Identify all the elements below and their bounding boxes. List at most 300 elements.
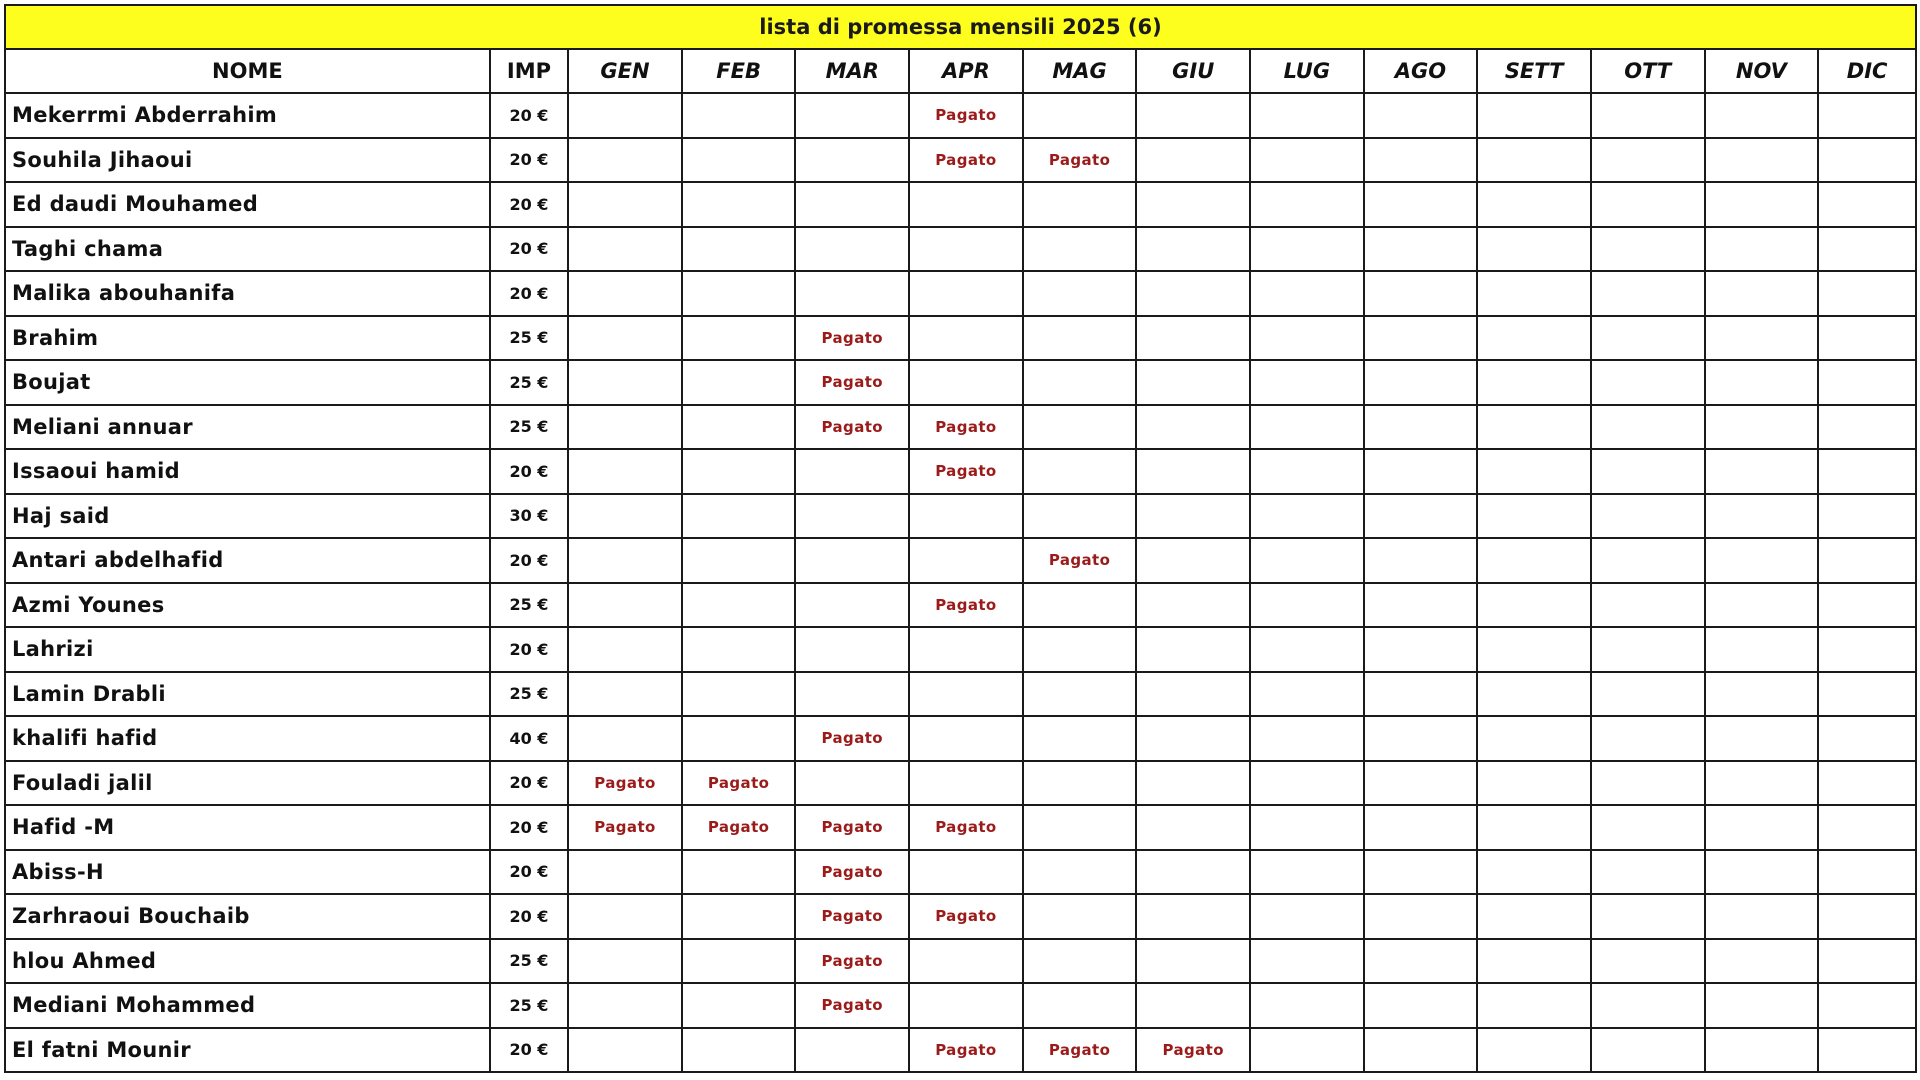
empty-month-cell[interactable]	[1364, 716, 1478, 761]
amount-cell[interactable]: 25 €	[490, 316, 568, 361]
empty-month-cell[interactable]	[1250, 449, 1364, 494]
empty-month-cell[interactable]	[1591, 360, 1705, 405]
empty-month-cell[interactable]	[1250, 894, 1364, 939]
name-cell[interactable]: Mediani Mohammed	[5, 983, 490, 1028]
amount-cell[interactable]: 20 €	[490, 182, 568, 227]
empty-month-cell[interactable]	[1818, 1028, 1916, 1073]
empty-month-cell[interactable]	[1591, 1028, 1705, 1073]
empty-month-cell[interactable]	[1023, 983, 1137, 1028]
column-header-amount[interactable]: IMP	[490, 49, 568, 93]
empty-month-cell[interactable]	[568, 494, 682, 539]
empty-month-cell[interactable]	[1818, 627, 1916, 672]
name-cell[interactable]: Azmi Younes	[5, 583, 490, 628]
empty-month-cell[interactable]	[1705, 627, 1819, 672]
amount-cell[interactable]: 25 €	[490, 672, 568, 717]
empty-month-cell[interactable]	[1591, 182, 1705, 227]
empty-month-cell[interactable]	[1364, 983, 1478, 1028]
paid-status-cell[interactable]: Pagato	[1023, 538, 1137, 583]
name-cell[interactable]: Mekerrmi Abderrahim	[5, 93, 490, 138]
empty-month-cell[interactable]	[1705, 316, 1819, 361]
paid-status-cell[interactable]: Pagato	[909, 583, 1023, 628]
amount-cell[interactable]: 25 €	[490, 983, 568, 1028]
empty-month-cell[interactable]	[1023, 494, 1137, 539]
empty-month-cell[interactable]	[1250, 360, 1364, 405]
amount-cell[interactable]: 25 €	[490, 939, 568, 984]
empty-month-cell[interactable]	[1477, 939, 1591, 984]
empty-month-cell[interactable]	[568, 271, 682, 316]
paid-status-cell[interactable]: Pagato	[795, 805, 909, 850]
paid-status-cell[interactable]: Pagato	[795, 894, 909, 939]
empty-month-cell[interactable]	[1023, 271, 1137, 316]
empty-month-cell[interactable]	[1023, 672, 1137, 717]
empty-month-cell[interactable]	[795, 583, 909, 628]
empty-month-cell[interactable]	[1023, 939, 1137, 984]
empty-month-cell[interactable]	[1705, 138, 1819, 183]
empty-month-cell[interactable]	[568, 850, 682, 895]
empty-month-cell[interactable]	[568, 1028, 682, 1073]
empty-month-cell[interactable]	[682, 983, 796, 1028]
empty-month-cell[interactable]	[1250, 716, 1364, 761]
empty-month-cell[interactable]	[682, 360, 796, 405]
empty-month-cell[interactable]	[1818, 227, 1916, 272]
empty-month-cell[interactable]	[795, 494, 909, 539]
empty-month-cell[interactable]	[1250, 583, 1364, 628]
paid-status-cell[interactable]: Pagato	[1023, 1028, 1137, 1073]
empty-month-cell[interactable]	[1023, 894, 1137, 939]
empty-month-cell[interactable]	[1477, 761, 1591, 806]
empty-month-cell[interactable]	[682, 583, 796, 628]
column-header-month[interactable]: NOV	[1705, 49, 1819, 93]
empty-month-cell[interactable]	[1136, 716, 1250, 761]
empty-month-cell[interactable]	[1705, 805, 1819, 850]
empty-month-cell[interactable]	[1818, 538, 1916, 583]
empty-month-cell[interactable]	[1705, 360, 1819, 405]
empty-month-cell[interactable]	[568, 360, 682, 405]
paid-status-cell[interactable]: Pagato	[795, 850, 909, 895]
empty-month-cell[interactable]	[1250, 138, 1364, 183]
empty-month-cell[interactable]	[1136, 449, 1250, 494]
empty-month-cell[interactable]	[1136, 538, 1250, 583]
empty-month-cell[interactable]	[1364, 138, 1478, 183]
paid-status-cell[interactable]: Pagato	[909, 138, 1023, 183]
empty-month-cell[interactable]	[1023, 360, 1137, 405]
empty-month-cell[interactable]	[1818, 316, 1916, 361]
column-header-month[interactable]: MAG	[1023, 49, 1137, 93]
empty-month-cell[interactable]	[1250, 494, 1364, 539]
amount-cell[interactable]: 20 €	[490, 761, 568, 806]
empty-month-cell[interactable]	[1023, 761, 1137, 806]
empty-month-cell[interactable]	[1477, 138, 1591, 183]
empty-month-cell[interactable]	[568, 227, 682, 272]
empty-month-cell[interactable]	[682, 672, 796, 717]
empty-month-cell[interactable]	[795, 672, 909, 717]
empty-month-cell[interactable]	[1477, 583, 1591, 628]
empty-month-cell[interactable]	[1477, 627, 1591, 672]
empty-month-cell[interactable]	[1818, 983, 1916, 1028]
empty-month-cell[interactable]	[682, 449, 796, 494]
empty-month-cell[interactable]	[1250, 405, 1364, 450]
empty-month-cell[interactable]	[1591, 138, 1705, 183]
empty-month-cell[interactable]	[1477, 672, 1591, 717]
empty-month-cell[interactable]	[909, 360, 1023, 405]
empty-month-cell[interactable]	[795, 271, 909, 316]
empty-month-cell[interactable]	[682, 93, 796, 138]
empty-month-cell[interactable]	[1705, 672, 1819, 717]
empty-month-cell[interactable]	[682, 227, 796, 272]
amount-cell[interactable]: 40 €	[490, 716, 568, 761]
empty-month-cell[interactable]	[1705, 538, 1819, 583]
empty-month-cell[interactable]	[1364, 405, 1478, 450]
empty-month-cell[interactable]	[1705, 939, 1819, 984]
empty-month-cell[interactable]	[1364, 271, 1478, 316]
empty-month-cell[interactable]	[1477, 983, 1591, 1028]
empty-month-cell[interactable]	[1136, 939, 1250, 984]
empty-month-cell[interactable]	[1591, 850, 1705, 895]
column-header-month[interactable]: DIC	[1818, 49, 1916, 93]
empty-month-cell[interactable]	[1136, 138, 1250, 183]
empty-month-cell[interactable]	[682, 271, 796, 316]
empty-month-cell[interactable]	[1250, 939, 1364, 984]
empty-month-cell[interactable]	[1023, 583, 1137, 628]
empty-month-cell[interactable]	[682, 138, 796, 183]
empty-month-cell[interactable]	[1591, 939, 1705, 984]
empty-month-cell[interactable]	[1591, 716, 1705, 761]
empty-month-cell[interactable]	[1591, 672, 1705, 717]
empty-month-cell[interactable]	[1705, 761, 1819, 806]
amount-cell[interactable]: 20 €	[490, 850, 568, 895]
empty-month-cell[interactable]	[1818, 405, 1916, 450]
empty-month-cell[interactable]	[682, 894, 796, 939]
empty-month-cell[interactable]	[795, 538, 909, 583]
empty-month-cell[interactable]	[1250, 983, 1364, 1028]
name-cell[interactable]: hlou Ahmed	[5, 939, 490, 984]
empty-month-cell[interactable]	[1136, 983, 1250, 1028]
empty-month-cell[interactable]	[1705, 894, 1819, 939]
empty-month-cell[interactable]	[682, 182, 796, 227]
paid-status-cell[interactable]: Pagato	[909, 805, 1023, 850]
name-cell[interactable]: Meliani annuar	[5, 405, 490, 450]
empty-month-cell[interactable]	[568, 93, 682, 138]
sheet-title[interactable]: lista di promessa mensili 2025 (6)	[5, 5, 1916, 49]
empty-month-cell[interactable]	[1477, 360, 1591, 405]
empty-month-cell[interactable]	[1477, 805, 1591, 850]
empty-month-cell[interactable]	[1818, 939, 1916, 984]
empty-month-cell[interactable]	[1250, 627, 1364, 672]
name-cell[interactable]: Antari abdelhafid	[5, 538, 490, 583]
column-header-month[interactable]: AGO	[1364, 49, 1478, 93]
empty-month-cell[interactable]	[1705, 494, 1819, 539]
empty-month-cell[interactable]	[1818, 271, 1916, 316]
column-header-name[interactable]: NOME	[5, 49, 490, 93]
amount-cell[interactable]: 25 €	[490, 405, 568, 450]
empty-month-cell[interactable]	[1250, 93, 1364, 138]
empty-month-cell[interactable]	[1136, 894, 1250, 939]
amount-cell[interactable]: 20 €	[490, 538, 568, 583]
empty-month-cell[interactable]	[1023, 850, 1137, 895]
empty-month-cell[interactable]	[795, 138, 909, 183]
empty-month-cell[interactable]	[1023, 182, 1137, 227]
empty-month-cell[interactable]	[1477, 494, 1591, 539]
empty-month-cell[interactable]	[1477, 93, 1591, 138]
empty-month-cell[interactable]	[1818, 93, 1916, 138]
empty-month-cell[interactable]	[1250, 271, 1364, 316]
empty-month-cell[interactable]	[795, 1028, 909, 1073]
empty-month-cell[interactable]	[1477, 182, 1591, 227]
empty-month-cell[interactable]	[1364, 627, 1478, 672]
empty-month-cell[interactable]	[1705, 271, 1819, 316]
empty-month-cell[interactable]	[909, 850, 1023, 895]
empty-month-cell[interactable]	[1818, 360, 1916, 405]
empty-month-cell[interactable]	[1591, 271, 1705, 316]
paid-status-cell[interactable]: Pagato	[909, 405, 1023, 450]
empty-month-cell[interactable]	[1477, 227, 1591, 272]
empty-month-cell[interactable]	[1023, 449, 1137, 494]
empty-month-cell[interactable]	[1591, 227, 1705, 272]
empty-month-cell[interactable]	[568, 939, 682, 984]
paid-status-cell[interactable]: Pagato	[795, 405, 909, 450]
amount-cell[interactable]: 20 €	[490, 627, 568, 672]
empty-month-cell[interactable]	[682, 538, 796, 583]
empty-month-cell[interactable]	[1477, 405, 1591, 450]
empty-month-cell[interactable]	[795, 761, 909, 806]
empty-month-cell[interactable]	[1705, 182, 1819, 227]
empty-month-cell[interactable]	[568, 983, 682, 1028]
empty-month-cell[interactable]	[795, 449, 909, 494]
empty-month-cell[interactable]	[1818, 850, 1916, 895]
paid-status-cell[interactable]: Pagato	[682, 761, 796, 806]
empty-month-cell[interactable]	[1023, 316, 1137, 361]
name-cell[interactable]: Ed daudi Mouhamed	[5, 182, 490, 227]
empty-month-cell[interactable]	[1705, 850, 1819, 895]
empty-month-cell[interactable]	[682, 494, 796, 539]
empty-month-cell[interactable]	[568, 138, 682, 183]
empty-month-cell[interactable]	[909, 538, 1023, 583]
empty-month-cell[interactable]	[1023, 716, 1137, 761]
name-cell[interactable]: Taghi chama	[5, 227, 490, 272]
name-cell[interactable]: Fouladi jalil	[5, 761, 490, 806]
empty-month-cell[interactable]	[1136, 316, 1250, 361]
empty-month-cell[interactable]	[1818, 672, 1916, 717]
column-header-month[interactable]: GIU	[1136, 49, 1250, 93]
empty-month-cell[interactable]	[1250, 850, 1364, 895]
name-cell[interactable]: Hafid -M	[5, 805, 490, 850]
empty-month-cell[interactable]	[1705, 93, 1819, 138]
empty-month-cell[interactable]	[1591, 894, 1705, 939]
empty-month-cell[interactable]	[1023, 627, 1137, 672]
name-cell[interactable]: khalifi hafid	[5, 716, 490, 761]
empty-month-cell[interactable]	[1818, 583, 1916, 628]
column-header-month[interactable]: APR	[909, 49, 1023, 93]
empty-month-cell[interactable]	[1591, 494, 1705, 539]
empty-month-cell[interactable]	[1818, 761, 1916, 806]
empty-month-cell[interactable]	[1136, 494, 1250, 539]
paid-status-cell[interactable]: Pagato	[682, 805, 796, 850]
paid-status-cell[interactable]: Pagato	[909, 894, 1023, 939]
empty-month-cell[interactable]	[1591, 583, 1705, 628]
empty-month-cell[interactable]	[1591, 983, 1705, 1028]
paid-status-cell[interactable]: Pagato	[795, 360, 909, 405]
name-cell[interactable]: Souhila Jihaoui	[5, 138, 490, 183]
empty-month-cell[interactable]	[1477, 1028, 1591, 1073]
amount-cell[interactable]: 20 €	[490, 894, 568, 939]
empty-month-cell[interactable]	[1364, 805, 1478, 850]
empty-month-cell[interactable]	[1705, 449, 1819, 494]
empty-month-cell[interactable]	[795, 627, 909, 672]
empty-month-cell[interactable]	[1477, 449, 1591, 494]
empty-month-cell[interactable]	[1136, 761, 1250, 806]
empty-month-cell[interactable]	[1477, 271, 1591, 316]
empty-month-cell[interactable]	[1136, 850, 1250, 895]
empty-month-cell[interactable]	[1818, 716, 1916, 761]
amount-cell[interactable]: 20 €	[490, 227, 568, 272]
empty-month-cell[interactable]	[568, 449, 682, 494]
empty-month-cell[interactable]	[1364, 316, 1478, 361]
empty-month-cell[interactable]	[909, 939, 1023, 984]
empty-month-cell[interactable]	[795, 182, 909, 227]
name-cell[interactable]: Boujat	[5, 360, 490, 405]
empty-month-cell[interactable]	[1705, 983, 1819, 1028]
amount-cell[interactable]: 20 €	[490, 93, 568, 138]
name-cell[interactable]: Zarhraoui Bouchaib	[5, 894, 490, 939]
paid-status-cell[interactable]: Pagato	[1023, 138, 1137, 183]
empty-month-cell[interactable]	[1250, 316, 1364, 361]
empty-month-cell[interactable]	[909, 494, 1023, 539]
empty-month-cell[interactable]	[1023, 805, 1137, 850]
empty-month-cell[interactable]	[1136, 583, 1250, 628]
empty-month-cell[interactable]	[1591, 405, 1705, 450]
empty-month-cell[interactable]	[1364, 494, 1478, 539]
empty-month-cell[interactable]	[1364, 850, 1478, 895]
empty-month-cell[interactable]	[1250, 805, 1364, 850]
empty-month-cell[interactable]	[909, 271, 1023, 316]
amount-cell[interactable]: 20 €	[490, 271, 568, 316]
empty-month-cell[interactable]	[1250, 227, 1364, 272]
column-header-month[interactable]: OTT	[1591, 49, 1705, 93]
empty-month-cell[interactable]	[1591, 761, 1705, 806]
empty-month-cell[interactable]	[1591, 805, 1705, 850]
empty-month-cell[interactable]	[909, 227, 1023, 272]
empty-month-cell[interactable]	[1818, 182, 1916, 227]
empty-month-cell[interactable]	[568, 538, 682, 583]
empty-month-cell[interactable]	[1364, 761, 1478, 806]
empty-month-cell[interactable]	[1136, 672, 1250, 717]
empty-month-cell[interactable]	[1818, 494, 1916, 539]
paid-status-cell[interactable]: Pagato	[909, 1028, 1023, 1073]
paid-status-cell[interactable]: Pagato	[909, 93, 1023, 138]
empty-month-cell[interactable]	[1591, 449, 1705, 494]
empty-month-cell[interactable]	[1364, 93, 1478, 138]
empty-month-cell[interactable]	[1477, 538, 1591, 583]
column-header-month[interactable]: LUG	[1250, 49, 1364, 93]
empty-month-cell[interactable]	[568, 627, 682, 672]
empty-month-cell[interactable]	[909, 627, 1023, 672]
paid-status-cell[interactable]: Pagato	[909, 449, 1023, 494]
amount-cell[interactable]: 20 €	[490, 449, 568, 494]
empty-month-cell[interactable]	[1591, 93, 1705, 138]
amount-cell[interactable]: 25 €	[490, 583, 568, 628]
empty-month-cell[interactable]	[568, 716, 682, 761]
empty-month-cell[interactable]	[1705, 583, 1819, 628]
name-cell[interactable]: Malika abouhanifa	[5, 271, 490, 316]
amount-cell[interactable]: 30 €	[490, 494, 568, 539]
empty-month-cell[interactable]	[682, 850, 796, 895]
empty-month-cell[interactable]	[1250, 538, 1364, 583]
empty-month-cell[interactable]	[1023, 93, 1137, 138]
name-cell[interactable]: Abiss-H	[5, 850, 490, 895]
name-cell[interactable]: El fatni Mounir	[5, 1028, 490, 1073]
name-cell[interactable]: Lamin Drabli	[5, 672, 490, 717]
empty-month-cell[interactable]	[909, 316, 1023, 361]
empty-month-cell[interactable]	[1364, 583, 1478, 628]
paid-status-cell[interactable]: Pagato	[568, 761, 682, 806]
empty-month-cell[interactable]	[568, 583, 682, 628]
empty-month-cell[interactable]	[1364, 449, 1478, 494]
empty-month-cell[interactable]	[1136, 271, 1250, 316]
empty-month-cell[interactable]	[1364, 939, 1478, 984]
empty-month-cell[interactable]	[1818, 894, 1916, 939]
empty-month-cell[interactable]	[1591, 538, 1705, 583]
empty-month-cell[interactable]	[568, 672, 682, 717]
empty-month-cell[interactable]	[1250, 761, 1364, 806]
empty-month-cell[interactable]	[1477, 316, 1591, 361]
column-header-month[interactable]: FEB	[682, 49, 796, 93]
empty-month-cell[interactable]	[1364, 227, 1478, 272]
empty-month-cell[interactable]	[909, 182, 1023, 227]
empty-month-cell[interactable]	[1023, 405, 1137, 450]
empty-month-cell[interactable]	[909, 716, 1023, 761]
empty-month-cell[interactable]	[1705, 227, 1819, 272]
empty-month-cell[interactable]	[1477, 850, 1591, 895]
empty-month-cell[interactable]	[1364, 538, 1478, 583]
column-header-month[interactable]: SETT	[1477, 49, 1591, 93]
column-header-month[interactable]: MAR	[795, 49, 909, 93]
empty-month-cell[interactable]	[909, 761, 1023, 806]
empty-month-cell[interactable]	[682, 716, 796, 761]
empty-month-cell[interactable]	[1818, 449, 1916, 494]
column-header-month[interactable]: GEN	[568, 49, 682, 93]
empty-month-cell[interactable]	[795, 227, 909, 272]
empty-month-cell[interactable]	[1818, 805, 1916, 850]
empty-month-cell[interactable]	[1136, 227, 1250, 272]
paid-status-cell[interactable]: Pagato	[795, 716, 909, 761]
empty-month-cell[interactable]	[1364, 360, 1478, 405]
paid-status-cell[interactable]: Pagato	[795, 983, 909, 1028]
name-cell[interactable]: Brahim	[5, 316, 490, 361]
name-cell[interactable]: Haj said	[5, 494, 490, 539]
empty-month-cell[interactable]	[1818, 138, 1916, 183]
amount-cell[interactable]: 20 €	[490, 805, 568, 850]
empty-month-cell[interactable]	[1136, 405, 1250, 450]
empty-month-cell[interactable]	[682, 1028, 796, 1073]
empty-month-cell[interactable]	[1023, 227, 1137, 272]
empty-month-cell[interactable]	[568, 405, 682, 450]
empty-month-cell[interactable]	[1136, 805, 1250, 850]
empty-month-cell[interactable]	[682, 316, 796, 361]
empty-month-cell[interactable]	[1250, 672, 1364, 717]
name-cell[interactable]: Issaoui hamid	[5, 449, 490, 494]
amount-cell[interactable]: 25 €	[490, 360, 568, 405]
empty-month-cell[interactable]	[909, 672, 1023, 717]
empty-month-cell[interactable]	[568, 182, 682, 227]
paid-status-cell[interactable]: Pagato	[568, 805, 682, 850]
empty-month-cell[interactable]	[1705, 1028, 1819, 1073]
empty-month-cell[interactable]	[1591, 316, 1705, 361]
empty-month-cell[interactable]	[1591, 627, 1705, 672]
empty-month-cell[interactable]	[1136, 627, 1250, 672]
empty-month-cell[interactable]	[1136, 182, 1250, 227]
paid-status-cell[interactable]: Pagato	[1136, 1028, 1250, 1073]
empty-month-cell[interactable]	[682, 939, 796, 984]
